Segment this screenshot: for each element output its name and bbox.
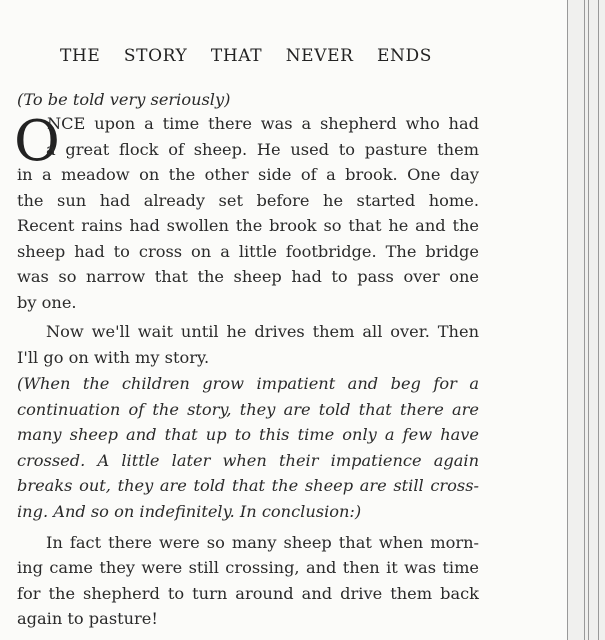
text-line: ing came they were still crossing, and then it was time: [17, 558, 479, 577]
text-line: sheep had to cross on a little footbridge. The bridge: [17, 242, 479, 261]
aside-line: many sheep and that up to this time only a few have: [17, 425, 479, 444]
aside-line: ing. And so on indefinitely. In conclusion:): [17, 502, 362, 521]
text-line: In fact there were so many sheep that when morn-: [46, 533, 479, 552]
page-edge: [567, 0, 605, 640]
text-line: Recent rains had swollen the brook so that he and the: [17, 216, 479, 235]
text-line: I'll go on with my story.: [17, 348, 210, 367]
aside-line: (When the children grow impatient and beg for a: [17, 374, 479, 393]
text-line: by one.: [17, 293, 77, 312]
text-line: a great flock of sheep. He used to pasture them: [46, 140, 479, 159]
aside-line: crossed. A little later when their impatience again: [17, 451, 479, 470]
text-line: Now we'll wait until he drives them all over. Then: [46, 322, 479, 341]
story-title: THE STORY THAT NEVER ENDS: [60, 46, 432, 66]
text-line: again to pasture!: [17, 609, 158, 628]
text-line: in a meadow on the other side of a brook. One day: [17, 165, 479, 184]
text-line: the sun had already set before he started home.: [17, 191, 479, 210]
drop-cap: O: [14, 109, 60, 174]
text-line: was so narrow that the sheep had to pass over one: [17, 267, 479, 286]
aside-line: continuation of the story, they are told that there are: [17, 400, 479, 419]
text-line: NCE upon a time there was a shepherd who had: [47, 114, 479, 133]
text-line: for the shepherd to turn around and drive them back: [17, 584, 479, 603]
aside-line: breaks out, they are told that the sheep are still cross-: [17, 476, 479, 495]
subtitle: (To be told very seriously): [17, 90, 231, 109]
